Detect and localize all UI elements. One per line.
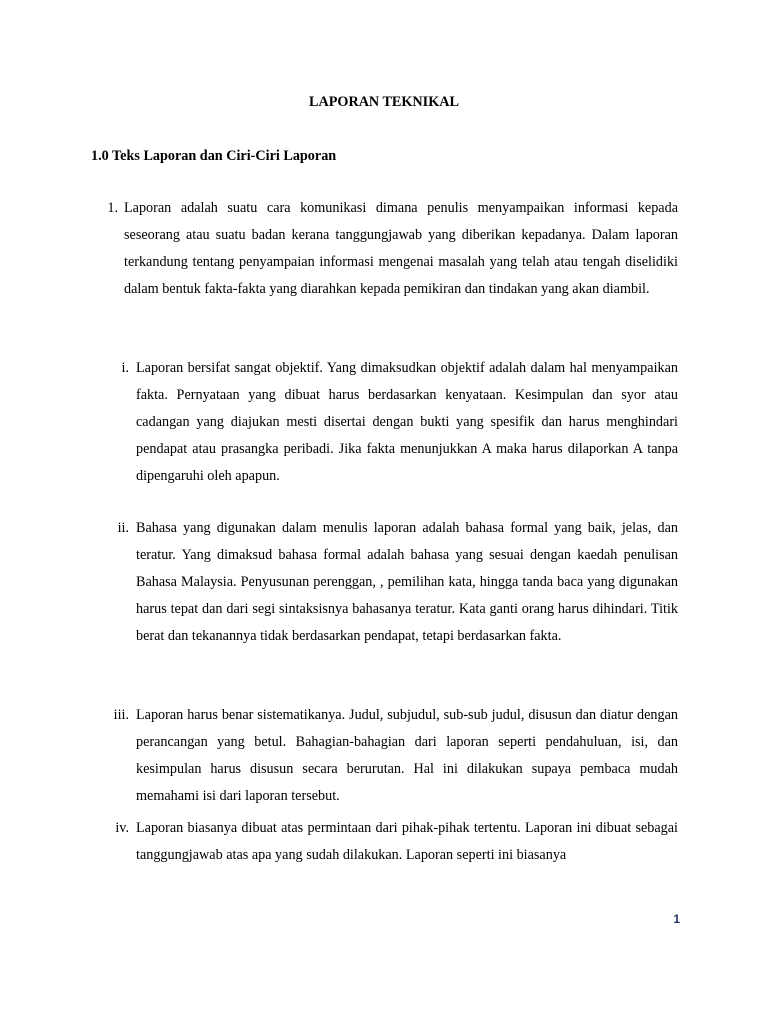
document-title: LAPORAN TEKNIKAL [309,94,459,110]
page-number: 1 [673,912,680,926]
paragraph-text: Laporan biasanya dibuat atas permintaan dari pihak-pihak tertentu. Laporan ini dibuat sebagai tanggungjawab atas apa yang sudah dilakukan. Laporan seperti ini biasanya [136,820,678,863]
section-heading: 1.0 Teks Laporan dan Ciri-Ciri Laporan [91,148,337,164]
list-marker: ii. [117,520,129,536]
list-marker: 1. [107,200,118,216]
paragraph-text: Laporan harus benar sistematikanya. Judul, subjudul, sub-sub judul, disusun dan diatur dengan perancangan yang betul. Bahagian-bahagian dari laporan seperti pendahuluan, isi, dan kesimpulan harus disusun secara berurutan. Hal ini dilakukan supaya pembaca mudah memahami isi dari laporan tersebut. [136,707,678,804]
list-marker: iii. [113,707,129,723]
list-marker: i. [121,360,129,376]
list-marker: iv. [115,820,129,836]
paragraph-text: Laporan adalah suatu cara komunikasi dimana penulis menyampaikan informasi kepada seseorang atau suatu badan kerana tanggungjawab yang diberikan kepadanya. Dalam laporan terkandung tentang penyampaian informasi mengenai masalah yang telah atau tengah diselidiki dalam bentuk fakta-fakta yang diarahkan kepada pemikiran dan tindakan yang akan diambil. [124,200,678,297]
paragraph-text: Laporan bersifat sangat objektif. Yang dimaksudkan objektif adalah dalam hal menyampaikan fakta. Pernyataan yang dibuat harus berdasarkan kenyataan. Kesimpulan dan syor atau cadangan yang diajukan mesti disertai dengan bukti yang spesifik dan harus menghindari pendapat atau prasangka peribadi. Jika fakta menunjukkan A maka harus dilaporkan A tanpa dipengaruhi oleh apapun. [136,360,678,484]
paragraph-text: Bahasa yang digunakan dalam menulis laporan adalah bahasa formal yang baik, jelas, dan teratur. Yang dimaksud bahasa formal adalah bahasa yang sesuai dengan kaedah penulisan Bahasa Malaysia. Penyusunan perenggan, , pemilihan kata, hingga tanda baca yang digunakan harus tepat dan dari segi sintaksisnya bahasanya teratur. Kata ganti orang harus dihindari. Titik berat dan tekanannya tidak berdasarkan pendapat, tetapi berdasarkan fakta. [136,520,678,644]
